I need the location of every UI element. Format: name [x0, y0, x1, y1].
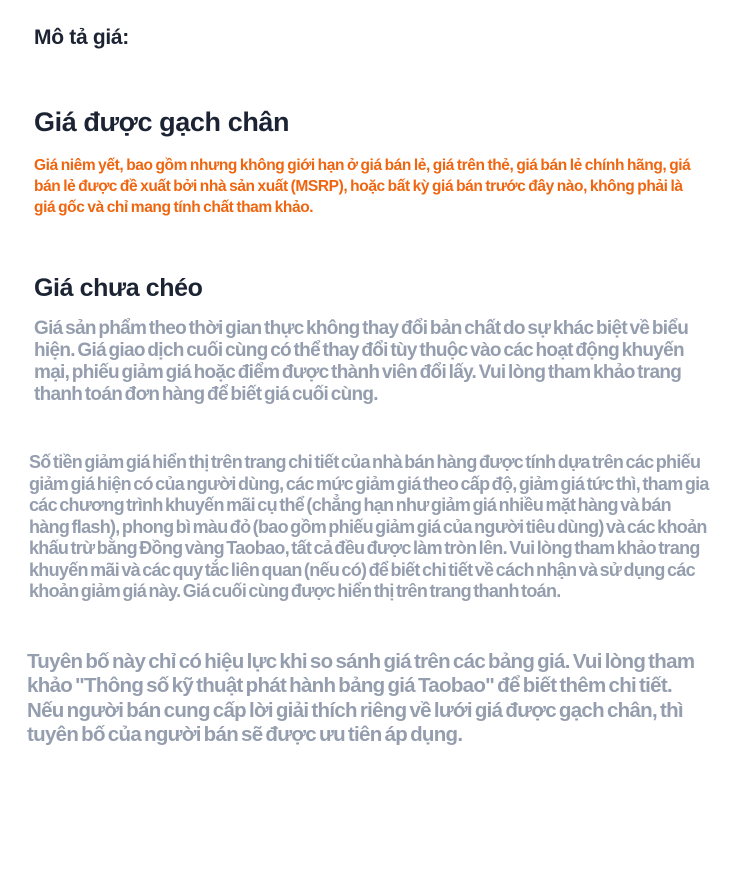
underlined-price-heading: Giá được gạch chân: [34, 107, 290, 137]
realtime-price-paragraph: Giá sản phẩm theo thời gian thực không thay đổi bản chất do sự khác biệt về biểu hiện. Giá giao dịch cuối cùng có thể thay đổi tùy thuộc vào các hoạt động khuyến mại, phiếu giảm giá hoặc điểm được thành viên đổi lấy. Vui lòng tham khảo trang thanh toán đơn hàng để biết giá cuối cùng.: [34, 318, 689, 405]
uncrossed-price-heading: Giá chưa chéo: [34, 274, 203, 302]
discount-calculation-paragraph: Số tiền giảm giá hiển thị trên trang chi tiết của nhà bán hàng được tính dựa trên các phiếu giảm giá hiện có của người dùng, các mức giảm giá theo cấp độ, giảm giá tức thì, tham gia các chương trình khuyến mãi cụ thể (chẳng hạn như giảm giá nhiều mặt hàng và bán hàng flash), phong bì màu đỏ (bao gồm phiếu giảm giá của người tiêu dùng) và các khoản khấu trừ bằng Đồng vàng Taobao, tất cả đều được làm tròn lên. Vui lòng tham khảo trang khuyến mãi và các quy tắc liên quan (nếu có) để biết chi tiết về cách nhận và sử dụng các khoản giảm giá này. Giá cuối cùng được hiển thị trên trang thanh toán.: [29, 452, 709, 601]
section-uncrossed-price: [27, 274, 710, 748]
underlined-price-disclaimer: Giá niêm yết, bao gồm nhưng không giới hạn ở giá bán lẻ, giá trên thẻ, giá bán lẻ chính hãng, giá bán lẻ được đề xuất bởi nhà sản xuất (MSRP), hoặc bất kỳ giá bán trước đây nào, không phải là giá gốc và chỉ mang tính chất tham khảo.: [34, 157, 691, 216]
section-underlined-price: [34, 107, 710, 218]
price-comparison-statement-paragraph: Tuyên bố này chỉ có hiệu lực khi so sánh giá trên các bảng giá. Vui lòng tham khảo "Thông số kỹ thuật phát hành bảng giá Taobao" để biết thêm chi tiết. Nếu người bán cung cấp lời giải thích riêng về lưới giá được gạch chân, thì tuyên bố của người bán sẽ được ưu tiên áp dụng.: [27, 649, 695, 746]
page-title: Mô tả giá:: [34, 26, 129, 49]
